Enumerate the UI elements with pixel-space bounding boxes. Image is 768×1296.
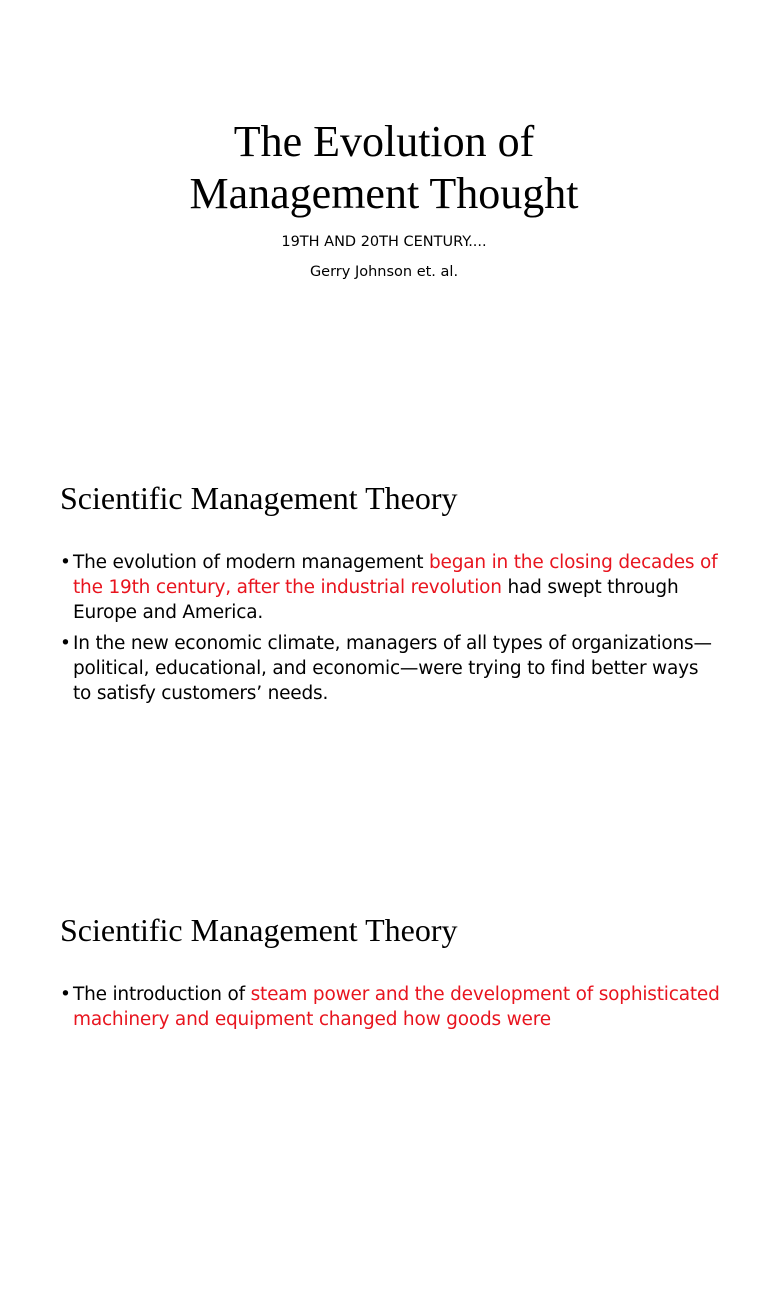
bullet-text: The introduction of <box>73 984 251 1005</box>
slide-heading: Scientific Management Theory <box>60 480 458 516</box>
slide-heading: Scientific Management Theory <box>60 912 458 948</box>
presentation-author: Gerry Johnson et. al. <box>309 264 459 280</box>
content-slide-2 <box>0 864 768 1296</box>
bullet-item <box>60 982 720 1032</box>
bullet-text: In the new economic climate, managers of all types of organizations—political, educational, and economic—were trying to find better ways to satisfy customers’ needs. <box>73 633 712 704</box>
bullet-item <box>60 631 720 706</box>
title-slide <box>0 0 768 432</box>
presentation-title <box>0 116 768 220</box>
bullet-icon: • <box>60 552 71 573</box>
title-line-1: The Evolution of <box>233 117 535 166</box>
bullet-highlight-text: began in the closing decades of the 19th century, after the industrial revolution <box>73 552 718 598</box>
content-slide-1 <box>0 432 768 864</box>
bullet-text: The evolution of modern management <box>73 552 429 573</box>
title-line-2: Management Thought <box>189 169 579 218</box>
bullet-text-continued: had swept through Europe and America. <box>73 577 679 623</box>
bullet-list <box>60 550 720 712</box>
bullet-icon: • <box>60 984 71 1005</box>
bullet-list <box>60 982 720 1038</box>
presentation-subtitle: 19TH AND 20TH CENTURY.... <box>281 234 487 250</box>
bullet-highlight-text: steam power and the development of sophisticated machinery and equipment changed how goods were <box>73 984 720 1030</box>
bullet-item <box>60 550 720 625</box>
bullet-icon: • <box>60 633 71 654</box>
